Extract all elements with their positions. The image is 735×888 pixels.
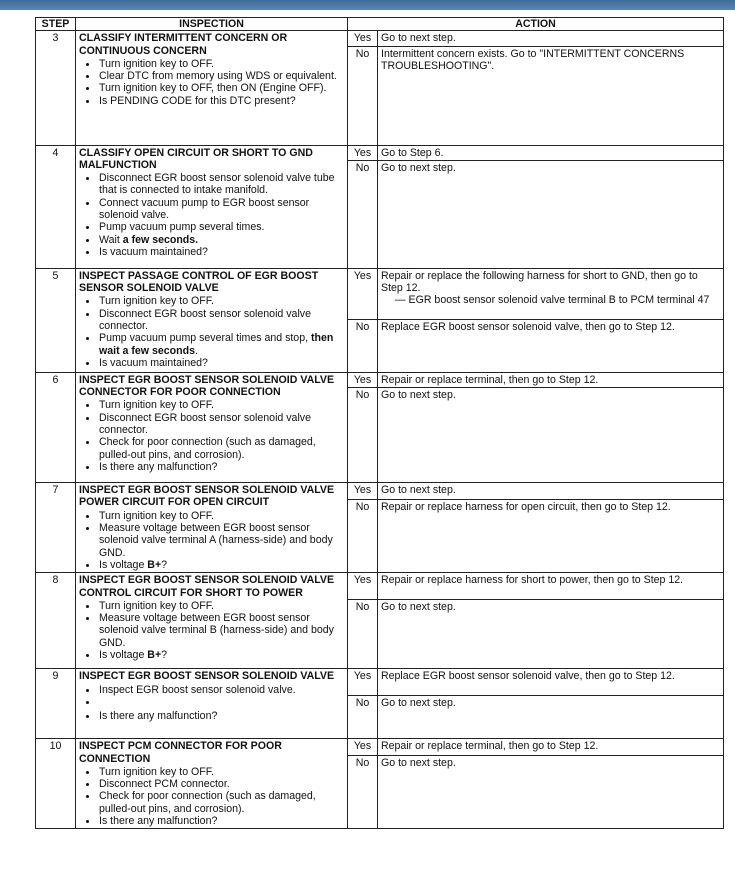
troubleshooting-table (35, 17, 724, 829)
list-item: Is there any malfunction? (99, 815, 345, 827)
inspection-cell (76, 372, 348, 482)
no-label: No (348, 696, 378, 739)
document-page (0, 10, 735, 888)
no-action: Intermittent concern exists. Go to "INTERMITTENT CONCERNS TROUBLESHOOTING". (378, 46, 724, 145)
yes-action: Repair or replace terminal, then go to Step 12. (378, 372, 724, 387)
yes-label: Yes (348, 372, 378, 387)
table-row (36, 483, 724, 499)
header-action: ACTION (348, 18, 724, 31)
inspection-list (79, 399, 345, 473)
inspection-title: INSPECT EGR BOOST SENSOR SOLENOID VALVE CONNECTOR FOR POOR CONNECTION (79, 373, 335, 399)
step-number: 6 (36, 372, 76, 482)
table-row (36, 145, 724, 160)
yes-action-subitem: — EGR boost sensor solenoid valve terminal B to PCM terminal 47 (395, 294, 710, 307)
list-item: Turn ignition key to OFF. (99, 600, 345, 612)
table-row (36, 268, 724, 319)
yes-label: Yes (348, 573, 378, 600)
inspection-list (79, 766, 345, 827)
list-item (99, 234, 345, 246)
inspection-title: INSPECT EGR BOOST SENSOR SOLENOID VALVE CONTROL CIRCUIT FOR SHORT TO POWER (79, 574, 335, 599)
step-number: 7 (36, 483, 76, 573)
yes-label: Yes (348, 669, 378, 696)
inspection-title: INSPECT EGR BOOST SENSOR SOLENOID VALVE (79, 670, 335, 683)
list-item: Measure voltage between EGR boost sensor solenoid valve terminal A (harness-side) and body GND. (99, 522, 345, 559)
inspection-title: CLASSIFY OPEN CIRCUIT OR SHORT TO GND MALFUNCTION (79, 146, 313, 171)
list-item: Is vacuum maintained? (99, 246, 345, 258)
table-row (36, 31, 724, 46)
list-item: Is there any malfunction? (99, 461, 345, 473)
text: Wait (99, 233, 123, 246)
yes-label: Yes (348, 483, 378, 499)
yes-action: Replace EGR boost sensor solenoid valve, then go to Step 12. (378, 669, 724, 696)
inspection-cell (76, 268, 348, 372)
inspection-title: CLASSIFY INTERMITTENT CONCERN OR CONTINUOUS CONCERN (79, 32, 288, 57)
yes-action (378, 268, 724, 319)
no-action: Replace EGR boost sensor solenoid valve, then go to Step 12. (378, 319, 724, 372)
no-label: No (348, 160, 378, 268)
yes-action: Repair or replace terminal, then go to Step 12. (378, 739, 724, 755)
inspection-list (79, 58, 345, 107)
emphasis: a few seconds. (122, 233, 199, 246)
yes-label: Yes (348, 145, 378, 160)
list-item: Is vacuum maintained? (99, 357, 345, 369)
inspection-title: INSPECT EGR BOOST SENSOR SOLENOID VALVE POWER CIRCUIT FOR OPEN CIRCUIT (79, 484, 335, 509)
inspection-cell (76, 573, 348, 669)
inspection-cell (76, 483, 348, 573)
inspection-list (79, 510, 345, 571)
inspection-list (79, 172, 345, 258)
inspection-title: INSPECT PCM CONNECTOR FOR POOR CONNECTION (79, 740, 282, 765)
no-action: Go to next step. (378, 160, 724, 268)
yes-action: Go to next step. (378, 483, 724, 499)
emphasis: B+ (147, 649, 162, 662)
inspection-cell (76, 739, 348, 829)
no-label: No (348, 388, 378, 483)
inspection-list (79, 295, 345, 369)
list-item: Turn ignition key to OFF. (99, 510, 345, 522)
no-action: Go to next step. (378, 696, 724, 739)
list-item: Check for poor connection (such as damaged, pulled-out pins, and corrosion). (99, 790, 345, 815)
yes-action: Go to next step. (378, 31, 724, 46)
list-item: Turn ignition key to OFF. (99, 399, 345, 411)
step-number: 8 (36, 573, 76, 669)
text: ? (161, 558, 168, 571)
list-item: Disconnect EGR boost sensor solenoid valve connector. (99, 412, 345, 437)
list-item: Inspect EGR boost sensor solenoid valve. (99, 684, 345, 696)
inspection-title: INSPECT PASSAGE CONTROL OF EGR BOOST SENSOR SOLENOID VALVE (79, 269, 319, 295)
header-step: STEP (36, 18, 76, 31)
no-action: Go to next step. (378, 755, 724, 829)
no-label: No (348, 319, 378, 372)
text: Is voltage (99, 558, 148, 571)
header-inspection: INSPECTION (76, 18, 348, 31)
list-item: Turn ignition key to OFF. (99, 295, 345, 307)
yes-action: Repair or replace harness for short to power, then go to Step 12. (378, 573, 724, 600)
list-item: Is PENDING CODE for this DTC present? (99, 95, 345, 107)
list-item: Disconnect EGR boost sensor solenoid valve tube that is connected to intake manifold. (99, 172, 345, 197)
no-action: Repair or replace harness for open circuit, then go to Step 12. (378, 499, 724, 573)
text: Pump vacuum pump several times and stop, (99, 332, 311, 345)
list-item: Turn ignition key to OFF. (99, 58, 345, 70)
list-item (99, 332, 345, 357)
step-number: 4 (36, 145, 76, 268)
yes-label: Yes (348, 31, 378, 46)
step-number: 5 (36, 268, 76, 372)
table-row (36, 573, 724, 600)
yes-action-text: Repair or replace the following harness for short to GND, then go to Step 12. (381, 269, 698, 295)
no-action: Go to next step. (378, 388, 724, 483)
inspection-cell (76, 669, 348, 739)
list-item: Is there any malfunction? (99, 710, 345, 722)
list-item: Measure voltage between EGR boost sensor solenoid valve terminal B (harness-side) and body GND. (99, 612, 345, 649)
step-number: 3 (36, 31, 76, 145)
yes-label: Yes (348, 739, 378, 755)
emphasis: B+ (147, 558, 162, 571)
table-row (36, 669, 724, 696)
yes-label: Yes (348, 268, 378, 319)
step-number: 10 (36, 739, 76, 829)
list-item: Connect vacuum pump to EGR boost sensor solenoid valve. (99, 197, 345, 222)
inspection-list (79, 600, 345, 661)
text: Is voltage (99, 649, 148, 662)
table-header-row (36, 18, 724, 31)
inspection-cell (76, 145, 348, 268)
list-item: Check for poor connection (such as damaged, pulled-out pins, and corrosion). (99, 436, 345, 461)
no-label: No (348, 46, 378, 145)
no-label: No (348, 600, 378, 669)
list-item (99, 559, 345, 571)
yes-action: Go to Step 6. (378, 145, 724, 160)
text: ? (161, 649, 168, 662)
table-row (36, 372, 724, 387)
step-number: 9 (36, 669, 76, 739)
list-item: Pump vacuum pump several times. (99, 221, 345, 233)
list-item: Turn ignition key to OFF. (99, 766, 345, 778)
inspection-list (79, 684, 345, 723)
list-item: Disconnect EGR boost sensor solenoid valve connector. (99, 308, 345, 333)
table-row (36, 739, 724, 755)
emphasis: then wait a few seconds (99, 332, 334, 357)
inspection-cell (76, 31, 348, 145)
window-top-bar (0, 0, 735, 10)
list-item (99, 649, 345, 661)
list-spacer (99, 696, 345, 710)
no-label: No (348, 499, 378, 573)
list-item: Turn ignition key to OFF, then ON (Engine OFF). (99, 82, 345, 94)
no-label: No (348, 755, 378, 829)
list-item: Disconnect PCM connector. (99, 778, 345, 790)
list-item: Clear DTC from memory using WDS or equivalent. (99, 70, 345, 82)
text: . (194, 344, 198, 357)
no-action: Go to next step. (378, 600, 724, 669)
